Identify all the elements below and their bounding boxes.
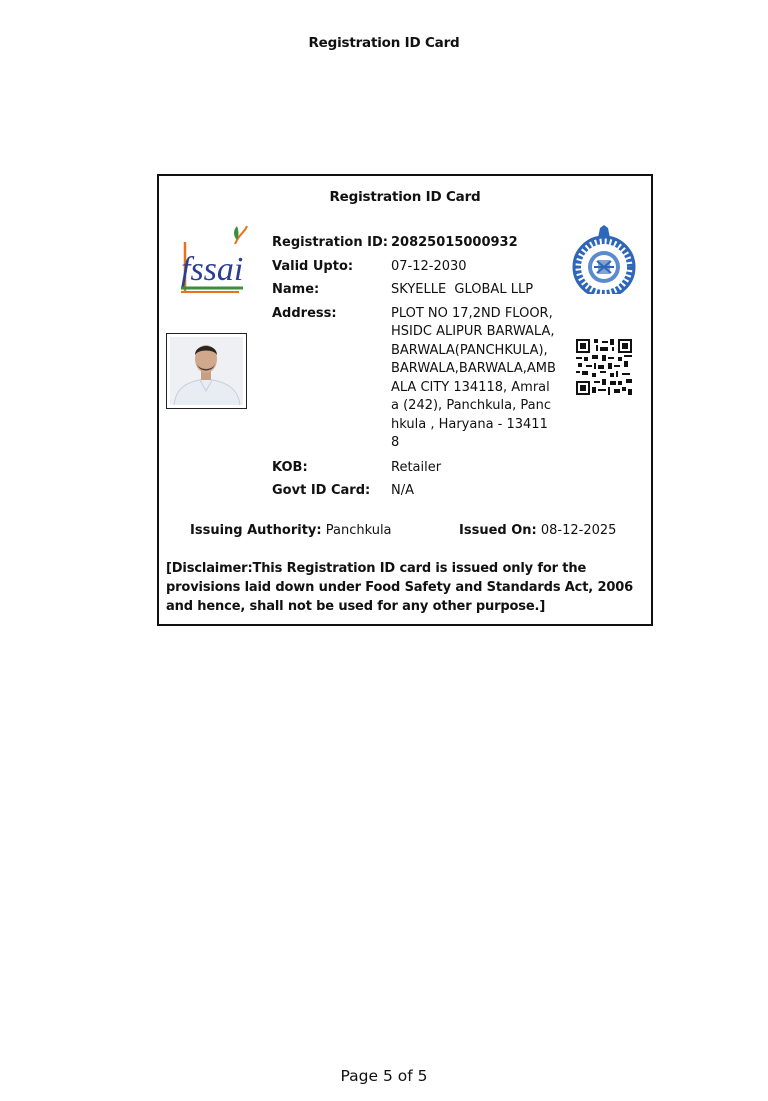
card-title: Registration ID Card: [329, 189, 481, 205]
issued-on-value: 08-12-2025: [540, 523, 617, 538]
issuing-authority-label: Issuing Authority:: [190, 523, 322, 538]
disclaimer-text: [Disclaimer:This Registration ID card is issued only for the provisions laid down under Food Safety and Standards Act, 2006 and hence, shall not be used for any other purpose.]: [166, 561, 634, 614]
field-registration-id: [272, 234, 572, 253]
address-value: PLOT NO 17,2ND FLOOR,HSIDC ALIPUR BARWALA,BARWALA(PANCHKULA),BARWALA,BARWALA,AMBALA CITY 134118, Amrala (242), Panchkula, Panchkula , Haryana - 134118: [391, 305, 556, 450]
registration-id-card: [157, 174, 653, 626]
haryana-emblem-icon: [571, 224, 637, 294]
field-address: [272, 305, 572, 453]
field-name: [272, 281, 572, 300]
issuing-authority: [190, 523, 392, 538]
page-heading: Registration ID Card: [308, 35, 460, 51]
valid-upto-label: Valid Upto:: [272, 258, 354, 274]
govt-id-label: Govt ID Card:: [272, 483, 371, 498]
field-kob: [272, 459, 572, 478]
kob-label: KOB:: [272, 459, 308, 475]
name-value: SKYELLE GLOBAL LLP: [391, 282, 534, 297]
registration-fields: [272, 234, 572, 501]
issuing-authority-value: Panchkula: [325, 523, 392, 538]
qr-code-icon: [576, 339, 632, 395]
applicant-photo: [166, 333, 247, 409]
field-govt-id: [272, 482, 572, 501]
page-footer: Page 5 of 5: [340, 1067, 428, 1085]
fssai-logo-text: fssai: [181, 251, 244, 288]
issued-on-label: Issued On:: [459, 523, 537, 538]
name-label: Name:: [272, 282, 320, 297]
issued-on: [459, 523, 616, 538]
kob-value: Retailer: [391, 459, 442, 475]
field-valid-upto: [272, 258, 572, 277]
registration-id-label: Registration ID:: [272, 235, 388, 250]
address-label: Address:: [272, 305, 337, 321]
valid-upto-value: 07-12-2030: [391, 258, 467, 274]
govt-id-value: N/A: [391, 483, 414, 498]
fssai-logo: [177, 222, 249, 296]
registration-id-value: 20825015000932: [391, 235, 518, 250]
